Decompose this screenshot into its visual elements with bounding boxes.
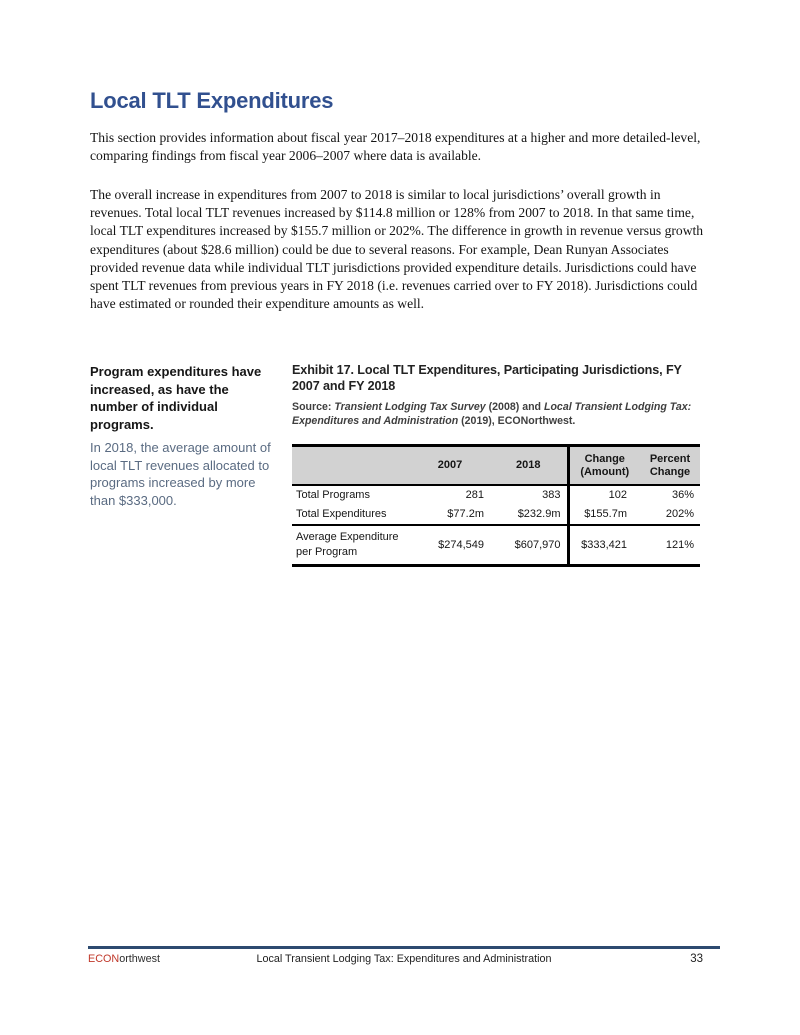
sidebar-callout-heading: Program expenditures have increased, as have the number of individual programs. (90, 364, 262, 432)
table-cell-2007: $77.2m (447, 508, 484, 520)
detail-paragraph: The overall increase in expenditures from 2007 to 2018 is similar to local jurisdictions’ overall growth in revenues. Total local TLT revenues increased by $114.8 million or 128% from 2007 to 2018. In that same time, local TLT expenditures increased by $155.7 million or 202%. The difference in growth in revenue versus growth expenditures (about $28.6 million) could be due to several reasons. For example, Dean Runyan Associates provided revenue data while individual TLT jurisdictions provided expenditure details. Jurisdictions could have spent TLT revenues from previous years in FY 2018 (i.e. revenues carried over to FY 2018). Jurisdictions could have estimated or rounded their expenditure amounts as well. (90, 187, 704, 312)
footer-page-number: 33 (690, 953, 703, 965)
table-cell-percent: 36% (671, 489, 694, 501)
table-cell-2018: $232.9m (517, 508, 561, 520)
footer-divider (88, 946, 720, 949)
brand-orthwest-text: orthwest (119, 953, 161, 965)
brand-econ-text: ECON (88, 953, 120, 965)
table-cell-label: Average Expenditure per Program (292, 525, 410, 566)
exhibit-title: Exhibit 17. Local TLT Expenditures, Participating Jurisdictions, FY 2007 and FY 2018 (292, 363, 682, 393)
page-title: Local TLT Expenditures (90, 88, 334, 113)
table-header-2007: 2007 (410, 446, 490, 486)
table-header-change-amount: Change (Amount) (568, 446, 640, 486)
table-cell-label: Total Programs (296, 489, 370, 501)
intro-paragraph: This section provides information about fiscal year 2017–2018 expenditures at a higher and more detailed-level, comparing findings from fiscal year 2006–2007 where data is available. (90, 130, 701, 164)
exhibit-source (292, 400, 702, 428)
table-row (292, 485, 700, 505)
footer-document-title: Local Transient Lodging Tax: Expenditures and Administration (256, 953, 552, 965)
source-middle: (2008) and (485, 401, 544, 413)
table-cell-2007: 281 (465, 489, 484, 501)
table-cell-2007: $274,549 (410, 525, 490, 566)
expenditures-table (292, 444, 700, 567)
table-header-percent-change: Percent Change (640, 446, 700, 486)
table-cell-2018: $607,970 (490, 525, 568, 566)
table-cell-change: $333,421 (568, 525, 640, 566)
table-cell-change: 102 (568, 485, 640, 505)
source-prefix: Source: (292, 401, 335, 413)
table-cell-percent: 202% (665, 508, 694, 520)
table-header-2018: 2018 (490, 446, 568, 486)
exhibit-block (292, 362, 702, 567)
table-header-blank (292, 446, 410, 486)
table-cell-percent: 121% (640, 525, 700, 566)
table-cell-2018: 383 (542, 489, 561, 501)
table-header-row (292, 446, 700, 486)
sidebar-callout (90, 363, 280, 509)
table-cell-label: Total Expenditures (296, 508, 387, 520)
table-cell-change: $155.7m (568, 505, 640, 525)
source-work-title-1: Transient Lodging Tax Survey (334, 401, 486, 413)
source-suffix: (2019), ECONorthwest. (458, 415, 576, 427)
source-work-title-2: Local Transient Lodging Tax: Expenditures and Administration (292, 401, 692, 427)
table-row (292, 505, 700, 525)
sidebar-callout-note: In 2018, the average amount of local TLT revenues allocated to programs increased by more than $333,000. (90, 440, 271, 508)
table-row (292, 525, 700, 566)
